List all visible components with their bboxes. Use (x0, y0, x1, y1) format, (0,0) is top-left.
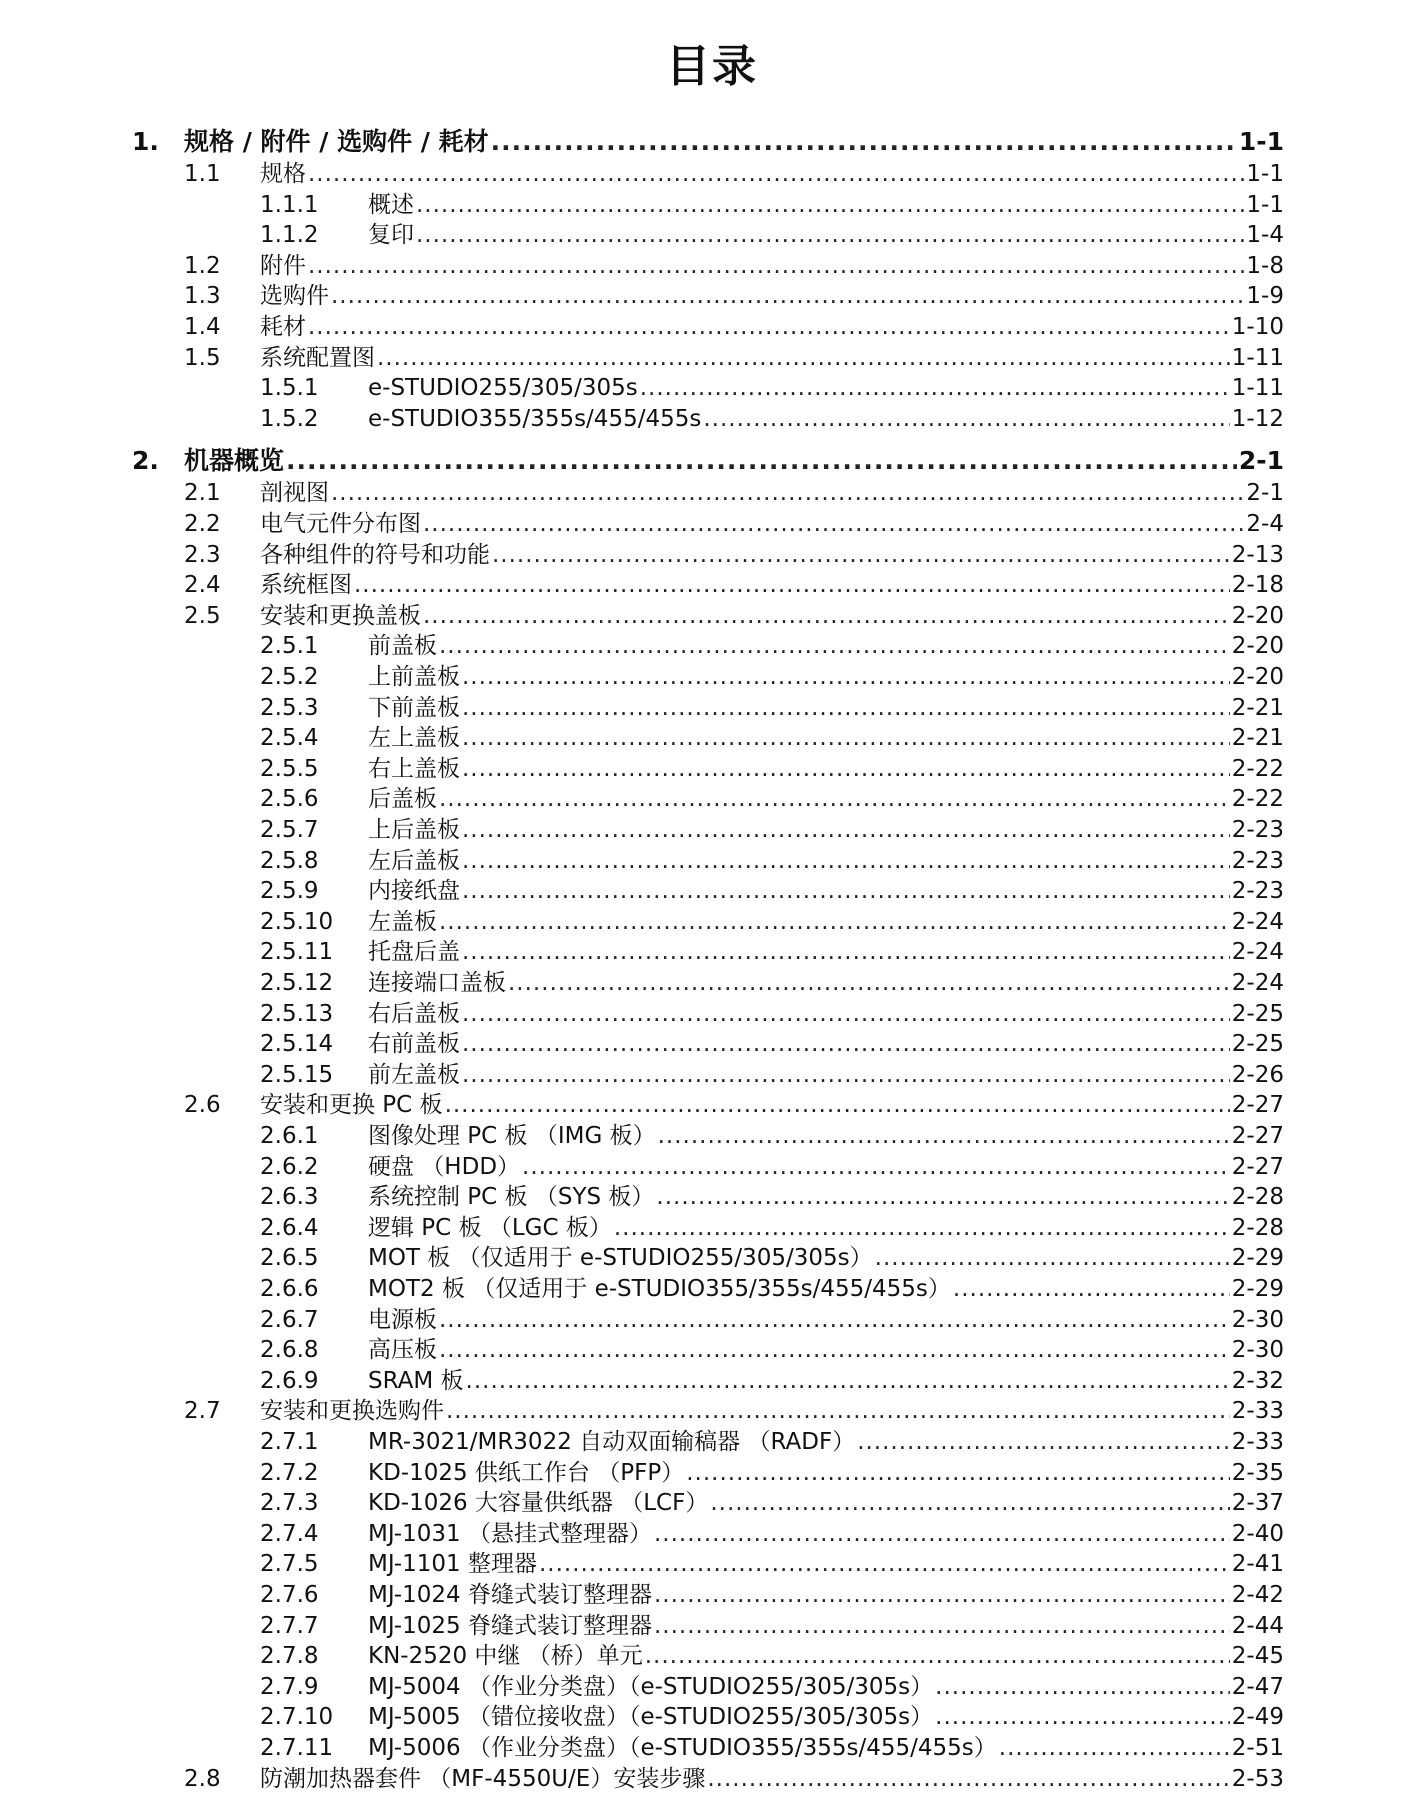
dot-leader (935, 1673, 1230, 1701)
toc-entry-number: 2.6.7 (260, 1306, 319, 1333)
toc-entry[interactable] (0, 1183, 1424, 1211)
toc-entry-title: 安装和更换选购件 (260, 1398, 444, 1425)
toc-entry[interactable] (0, 785, 1424, 813)
toc-entry-title: 左盖板 (368, 908, 437, 935)
dot-leader (658, 1122, 1230, 1150)
toc-entry-title: 附件 (260, 252, 306, 279)
toc-entry[interactable] (0, 160, 1424, 188)
dot-leader (462, 1030, 1230, 1058)
dot-leader (645, 1642, 1230, 1670)
toc-entry[interactable] (0, 1030, 1424, 1058)
toc-entry[interactable] (0, 1275, 1424, 1303)
toc-entry[interactable] (0, 1765, 1424, 1793)
toc-entry[interactable] (0, 1244, 1424, 1272)
dot-leader (308, 252, 1244, 280)
dot-leader (462, 724, 1230, 752)
dot-leader (462, 877, 1230, 905)
toc-entry-number: 2.5.3 (260, 694, 319, 721)
toc-entry-title: 安装和更换盖板 (260, 602, 421, 629)
toc-entry-title: 各种组件的符号和功能 (260, 541, 490, 568)
toc-entry-page: 2-25 (1231, 1031, 1284, 1058)
dot-leader (462, 755, 1230, 783)
toc-entry[interactable] (0, 1612, 1424, 1640)
toc-entry-number: 2.5.5 (260, 755, 319, 782)
toc-entry-number: 2.8 (184, 1765, 221, 1792)
toc-entry[interactable] (0, 724, 1424, 752)
toc-chapter-entry[interactable] (0, 447, 1424, 475)
toc-entry[interactable] (0, 602, 1424, 630)
toc-entry-number: 2. (132, 446, 159, 476)
toc-entry-page: 2-53 (1231, 1765, 1284, 1792)
toc-entry-number: 2.5.14 (260, 1031, 334, 1058)
toc-entry[interactable] (0, 847, 1424, 875)
toc-entry-number: 2.5.2 (260, 664, 319, 690)
toc-entry[interactable] (0, 1581, 1424, 1609)
toc-entry-number: 2.6.6 (260, 1276, 319, 1302)
toc-entry[interactable] (0, 510, 1424, 538)
toc-entry[interactable] (0, 1367, 1424, 1395)
toc-entry-page: 2-35 (1231, 1459, 1284, 1486)
toc-entry-number: 2.4 (184, 572, 221, 599)
toc-entry-number: 2.7 (184, 1398, 221, 1425)
toc-entry-title: KD-1026 大容量供纸器 （LCF） (368, 1490, 709, 1517)
toc-entry-number: 2.6.9 (260, 1367, 319, 1394)
toc-entry[interactable] (0, 1153, 1424, 1181)
toc-entry-title: 上前盖板 (368, 664, 460, 690)
toc-entry[interactable] (0, 1336, 1424, 1364)
toc-entry-number: 1.5.1 (260, 375, 319, 402)
toc-entry-page: 2-33 (1231, 1398, 1284, 1425)
toc-entry-page: 2-27 (1231, 1153, 1284, 1180)
toc-entry-page: 2-42 (1231, 1582, 1284, 1608)
toc-entry[interactable] (0, 541, 1424, 569)
toc-entry[interactable] (0, 816, 1424, 844)
toc-entry-title: MJ-1101 整理器 (368, 1551, 537, 1578)
dot-leader (416, 221, 1244, 249)
toc-entry[interactable] (0, 755, 1424, 783)
toc-entry[interactable] (0, 1091, 1424, 1119)
toc-entry-number: 2.5.7 (260, 817, 319, 843)
toc-entry-title: 电源板 (368, 1306, 437, 1333)
toc-entry-title: 规格 / 附件 / 选购件 / 耗材 (184, 127, 489, 156)
toc-entry-page: 1-1 (1246, 161, 1284, 187)
toc-entry-title: 系统控制 PC 板 （SYS 板） (368, 1184, 655, 1211)
dot-leader (439, 1336, 1230, 1364)
toc-entry-page: 2-21 (1231, 694, 1284, 721)
dot-leader (462, 1061, 1230, 1089)
toc-entry-page: 2-32 (1231, 1367, 1284, 1394)
toc-entry-title: KD-1025 供纸工作台 （PFP） (368, 1459, 685, 1486)
dot-leader (935, 1703, 1230, 1731)
toc-entry[interactable] (0, 1489, 1424, 1517)
toc-entry-page: 2-33 (1231, 1429, 1284, 1455)
toc-entry-title: 电气元件分布图 (260, 511, 421, 537)
toc-entry-number: 1.3 (184, 283, 221, 310)
toc-entry-number: 2.5.6 (260, 786, 319, 813)
toc-entry-title: 左后盖板 (368, 847, 460, 874)
toc-entry-number: 2.5.13 (260, 1000, 334, 1027)
toc-entry-number: 2.5.15 (260, 1061, 334, 1088)
dot-leader (331, 282, 1244, 310)
toc-entry[interactable] (0, 221, 1424, 249)
dot-leader (707, 1765, 1229, 1793)
toc-entry-number: 2.5.9 (260, 878, 319, 905)
toc-entry-number: 2.7.10 (260, 1704, 334, 1731)
dot-leader (331, 479, 1244, 507)
toc-entry-number: 2.7.8 (260, 1643, 319, 1670)
dot-leader (654, 1520, 1230, 1548)
toc-entry-page: 2-29 (1231, 1245, 1284, 1272)
toc-entry[interactable] (0, 1306, 1424, 1334)
toc-entry-page: 2-1 (1246, 480, 1284, 507)
toc-entry-page: 2-20 (1231, 602, 1284, 629)
toc-entry-number: 2.7.5 (260, 1551, 319, 1578)
dot-leader (308, 160, 1244, 188)
toc-entry[interactable] (0, 1397, 1424, 1425)
dot-leader (492, 541, 1230, 569)
toc-entry-page: 2-24 (1231, 939, 1284, 966)
toc-entry-number: 2.6.8 (260, 1337, 319, 1364)
toc-entry-title: MOT 板 （仅适用于 e-STUDIO255/305/305s） (368, 1245, 873, 1272)
toc-entry-title: MJ-1031 （悬挂式整理器） (368, 1520, 652, 1547)
dot-leader (439, 632, 1230, 660)
toc-entry-number: 2.7.4 (260, 1520, 319, 1547)
toc-entry-title: 安装和更换 PC 板 (260, 1092, 443, 1119)
toc-entry-number: 2.5.10 (260, 908, 334, 935)
toc-entry-page: 2-47 (1231, 1673, 1284, 1700)
dot-leader (462, 694, 1230, 722)
toc-entry-number: 2.7.6 (260, 1582, 319, 1608)
toc-entry-page: 2-23 (1231, 878, 1284, 905)
toc-entry-title: MOT2 板 （仅适用于 e-STUDIO355/355s/455/455s） (368, 1276, 951, 1302)
toc-entry[interactable] (0, 1061, 1424, 1089)
toc-entry-number: 1. (132, 127, 159, 156)
toc-entry-page: 1-4 (1246, 222, 1284, 249)
dot-leader (654, 1612, 1230, 1640)
toc-entry-title: 耗材 (260, 314, 306, 340)
toc-entry-title: 前盖板 (368, 633, 437, 660)
toc-entry-title: 图像处理 PC 板 （IMG 板） (368, 1123, 656, 1149)
toc-entry-number: 2.5.8 (260, 847, 319, 874)
toc-entry-number: 2.7.9 (260, 1673, 319, 1700)
dot-leader (686, 1459, 1230, 1487)
toc-entry-number: 2.7.2 (260, 1459, 319, 1486)
dot-leader (703, 405, 1229, 433)
toc-entry-page: 2-41 (1231, 1551, 1284, 1578)
toc-entry-page: 2-45 (1231, 1643, 1284, 1670)
toc-entry[interactable] (0, 1550, 1424, 1578)
toc-entry-number: 1.1.2 (260, 222, 319, 249)
dot-leader (466, 1367, 1230, 1395)
toc-entry[interactable] (0, 1642, 1424, 1670)
toc-entry-number: 2.6.2 (260, 1153, 319, 1180)
toc-entry[interactable] (0, 1214, 1424, 1242)
toc-entry[interactable] (0, 938, 1424, 966)
toc-entry-page: 2-28 (1231, 1184, 1284, 1211)
toc-entry-page: 1-1 (1238, 127, 1284, 156)
toc-entry-page: 1-8 (1246, 252, 1284, 279)
toc-entry-number: 1.1.1 (260, 191, 319, 218)
toc-entry-title: MJ-5006 （作业分类盘）（e-STUDIO355/355s/455/455s） (368, 1735, 997, 1761)
dot-leader (416, 191, 1244, 219)
toc-entry-page: 2-37 (1231, 1490, 1284, 1517)
dot-leader (462, 816, 1230, 844)
toc-entry-number: 2.6.5 (260, 1245, 319, 1272)
toc-entry-number: 1.5.2 (260, 405, 319, 432)
toc-entry[interactable] (0, 191, 1424, 219)
toc-entry-number: 1.1 (184, 161, 221, 187)
toc-entry-number: 1.5 (184, 344, 221, 371)
toc-entry-title: MJ-1025 脊缝式装订整理器 (368, 1612, 652, 1639)
dot-leader (614, 1214, 1230, 1242)
dot-leader (308, 313, 1230, 341)
toc-entry-title: MJ-5004 （作业分类盘）（e-STUDIO255/305/305s） (368, 1673, 934, 1700)
dot-leader (286, 447, 1237, 475)
toc-entry-page: 2-28 (1231, 1214, 1284, 1241)
toc-entry-title: 托盘后盖 (368, 939, 460, 966)
toc-entry-title: 概述 (368, 191, 414, 218)
toc-entry-number: 2.6 (184, 1092, 221, 1119)
toc-entry-number: 2.5.4 (260, 725, 319, 752)
toc-entry-page: 2-23 (1231, 847, 1284, 874)
toc-entry[interactable] (0, 1673, 1424, 1701)
toc-entry-title: 系统配置图 (260, 344, 375, 371)
toc-entry-page: 1-11 (1231, 344, 1284, 371)
toc-entry-page: 2-20 (1231, 664, 1284, 690)
toc-entry-title: 上后盖板 (368, 817, 460, 843)
toc-entry-page: 2-27 (1231, 1092, 1284, 1119)
toc-entry-title: 防潮加热器套件 （MF-4550U/E）安装步骤 (260, 1765, 706, 1792)
dot-leader (354, 571, 1230, 599)
toc-entry-number: 2.6.1 (260, 1123, 319, 1149)
toc-entry-page: 1-10 (1231, 314, 1284, 340)
toc-entry-title: 左上盖板 (368, 725, 460, 752)
toc-entry-title: KN-2520 中继 （桥）单元 (368, 1643, 643, 1670)
dot-leader (423, 602, 1230, 630)
toc-entry[interactable] (0, 877, 1424, 905)
toc-entry-title: 前左盖板 (368, 1061, 460, 1088)
toc-entry-page: 2-29 (1231, 1276, 1284, 1302)
toc-entry-page: 2-13 (1231, 541, 1284, 568)
toc-entry[interactable] (0, 405, 1424, 433)
dot-leader (539, 1550, 1230, 1578)
dot-leader (439, 785, 1230, 813)
toc-entry[interactable] (0, 1520, 1424, 1548)
toc-entry-page: 2-18 (1231, 572, 1284, 599)
dot-leader (656, 1183, 1229, 1211)
dot-leader (377, 344, 1230, 372)
toc-entry-number: 2.7.11 (260, 1735, 334, 1761)
dot-leader (423, 510, 1244, 538)
toc-entry-page: 2-25 (1231, 1000, 1284, 1027)
toc-entry-page: 2-4 (1246, 511, 1284, 537)
toc-entry[interactable] (0, 1734, 1424, 1762)
toc-entry-title: SRAM 板 (368, 1367, 464, 1394)
toc-entry[interactable] (0, 571, 1424, 599)
toc-entry-page: 2-20 (1231, 633, 1284, 660)
dot-leader (654, 1581, 1230, 1609)
toc-entry[interactable] (0, 313, 1424, 341)
dot-leader (999, 1734, 1230, 1762)
toc-entry-title: 连接端口盖板 (368, 970, 506, 996)
toc-entry-page: 2-1 (1238, 446, 1284, 476)
dot-leader (640, 374, 1230, 402)
toc-entry-title: 右上盖板 (368, 755, 460, 782)
toc-entry-number: 2.5 (184, 602, 221, 629)
toc-entry-number: 2.1 (184, 480, 221, 507)
toc-entry-page: 2-23 (1231, 817, 1284, 843)
toc-entry-title: 右后盖板 (368, 1000, 460, 1027)
toc-entry-page: 2-44 (1231, 1612, 1284, 1639)
toc-entry-title: 规格 (260, 161, 306, 187)
dot-leader (439, 1306, 1230, 1334)
toc-entry-title: 机器概览 (184, 446, 285, 476)
toc-entry-title: 复印 (368, 222, 414, 249)
toc-entry-title: 右前盖板 (368, 1031, 460, 1058)
dot-leader (857, 1428, 1230, 1456)
dot-leader (462, 847, 1230, 875)
toc-entry-page: 2-22 (1231, 755, 1284, 782)
toc-entry-number: 2.7.1 (260, 1429, 319, 1455)
toc-entry-page: 2-51 (1231, 1735, 1284, 1761)
toc-entry-page: 2-26 (1231, 1061, 1284, 1088)
toc-entry[interactable] (0, 252, 1424, 280)
toc-entry[interactable] (0, 969, 1424, 997)
toc-entry[interactable] (0, 908, 1424, 936)
toc-entry[interactable] (0, 1000, 1424, 1028)
dot-leader (462, 663, 1230, 691)
toc-entry-title: 内接纸盘 (368, 878, 460, 905)
toc-entry-number: 1.4 (184, 314, 221, 340)
toc-entry-number: 2.5.11 (260, 939, 334, 966)
toc-entry-number: 2.3 (184, 541, 221, 568)
toc-entry-title: 高压板 (368, 1337, 437, 1364)
toc-entry[interactable] (0, 663, 1424, 691)
toc-entry-title: 硬盘 （HDD） (368, 1153, 521, 1180)
toc-entry[interactable] (0, 632, 1424, 660)
toc-entry-page: 1-11 (1231, 375, 1284, 402)
dot-leader (439, 908, 1230, 936)
toc-entry-title: 系统框图 (260, 572, 352, 599)
toc-entry-title: e-STUDIO255/305/305s (368, 375, 638, 402)
toc-entry[interactable] (0, 1459, 1424, 1487)
toc-entry-page: 1-1 (1246, 191, 1284, 218)
toc-entry-title: 逻辑 PC 板 （LGC 板） (368, 1214, 612, 1241)
toc-entry-page: 2-27 (1231, 1123, 1284, 1149)
toc-entry[interactable] (0, 344, 1424, 372)
toc-entry-title: MJ-5005 （错位接收盘）（e-STUDIO255/305/305s） (368, 1704, 934, 1731)
toc-entry-title: 后盖板 (368, 786, 437, 813)
toc-entry[interactable] (0, 1428, 1424, 1456)
dot-leader (953, 1275, 1230, 1303)
dot-leader (491, 128, 1237, 156)
toc-entry-page: 1-9 (1246, 283, 1284, 310)
toc-entry-page: 2-30 (1231, 1306, 1284, 1333)
toc-entry-title: MJ-1024 脊缝式装订整理器 (368, 1582, 652, 1608)
toc-entry-title: 剖视图 (260, 480, 329, 507)
dot-leader (445, 1091, 1230, 1119)
toc-entry-page: 2-24 (1231, 908, 1284, 935)
toc-entry-number: 2.6.4 (260, 1214, 319, 1241)
dot-leader (710, 1489, 1229, 1517)
toc-entry-title: MR-3021/MR3022 自动双面输稿器 （RADF） (368, 1429, 856, 1455)
toc-entry-number: 2.5.1 (260, 633, 319, 660)
toc-entry-page: 1-12 (1231, 405, 1284, 432)
toc-entry-number: 2.7.7 (260, 1612, 319, 1639)
toc-entry-page: 2-49 (1231, 1704, 1284, 1731)
toc-entry-page: 2-21 (1231, 725, 1284, 752)
toc-chapter-entry[interactable] (0, 128, 1424, 156)
dot-leader (508, 969, 1230, 997)
toc-entry[interactable] (0, 694, 1424, 722)
toc-entry[interactable] (0, 479, 1424, 507)
toc-entry[interactable] (0, 1122, 1424, 1150)
toc-entry-number: 2.2 (184, 511, 221, 537)
toc-entry-title: e-STUDIO355/355s/455/455s (368, 405, 702, 432)
toc-entry-number: 2.5.12 (260, 970, 334, 996)
dot-leader (462, 938, 1230, 966)
toc-entry-number: 2.6.3 (260, 1184, 319, 1211)
toc-entry[interactable] (0, 282, 1424, 310)
toc-entry[interactable] (0, 374, 1424, 402)
toc-entry-page: 2-24 (1231, 970, 1284, 996)
toc-entry-number: 2.7.3 (260, 1490, 319, 1517)
dot-leader (462, 1000, 1230, 1028)
dot-leader (446, 1397, 1230, 1425)
toc-entry-number: 1.2 (184, 252, 221, 279)
dot-leader (522, 1153, 1230, 1181)
page-title: 目录 (666, 41, 758, 92)
toc-entry[interactable] (0, 1703, 1424, 1731)
toc-entry-title: 选购件 (260, 283, 329, 310)
toc-entry-page: 2-22 (1231, 786, 1284, 813)
dot-leader (875, 1244, 1230, 1272)
toc-entry-title: 下前盖板 (368, 694, 460, 721)
toc-entry-page: 2-30 (1231, 1337, 1284, 1364)
toc-entry-page: 2-40 (1231, 1520, 1284, 1547)
